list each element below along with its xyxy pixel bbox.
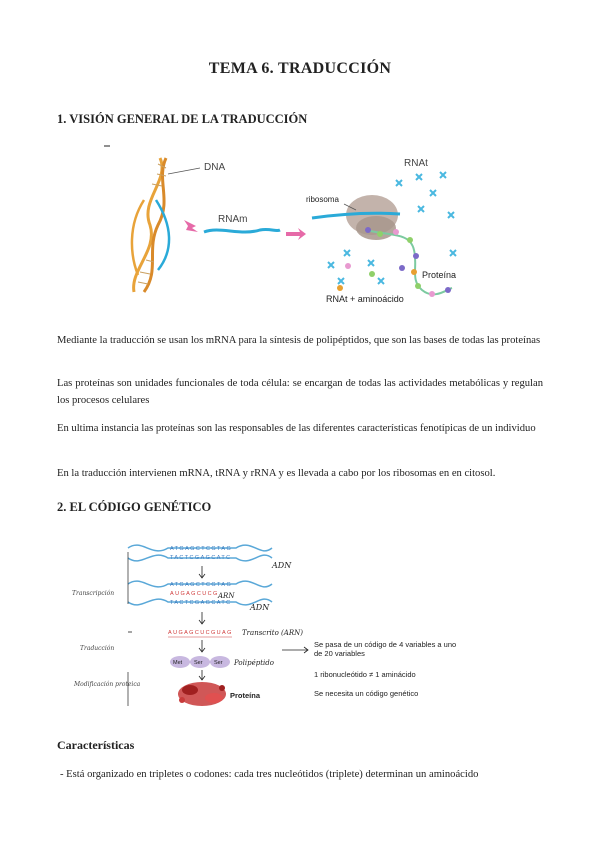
paragraph-1: Mediante la traducción se usan los mRNA para la síntesis de polipéptidos, que son las bases de todas las proteínas xyxy=(57,335,541,346)
proteina-label: Proteína xyxy=(422,270,457,280)
translation-overview-figure xyxy=(100,140,480,320)
rnam-label: RNAm xyxy=(218,214,248,225)
paragraph-3: En ultima instancia las proteínas son las responsables de las diferentes características fenotípicas de un individuo xyxy=(57,423,536,434)
rnat-label: RNAt xyxy=(404,158,428,169)
code-note-3: Se necesita un código genético xyxy=(314,689,419,698)
arn-label: ARN xyxy=(218,592,235,600)
dna-label: DNA xyxy=(204,162,226,173)
seq-top-1: ATGAGCTCGTAG xyxy=(170,546,233,552)
aa-2: Ser xyxy=(194,660,203,666)
code-note-2: 1 ribonucleótido ≠ 1 aminácido xyxy=(314,670,416,679)
caracteristicas-heading: Características xyxy=(57,738,135,752)
bullet-1: - Está organizado en tripletes o codones: cada tres nucleótidos (triplete) determinan un aminoácido xyxy=(60,769,479,780)
adn-label-2: ADN xyxy=(250,603,270,612)
adn-label-1: ADN xyxy=(272,561,292,570)
aa-1: Met xyxy=(173,660,183,666)
section-heading-2: 2. EL CÓDIGO GENÉTICO xyxy=(57,500,212,514)
left-modificacion: Modificación proteica xyxy=(74,681,141,688)
section-heading-1: 1. VISIÓN GENERAL DE LA TRADUCCIÓN xyxy=(57,112,308,126)
polipeptido-label: Polipéptido xyxy=(234,659,274,667)
aa-3: Ser xyxy=(214,660,223,666)
seq-mrna: AUGAGCUCGUAG xyxy=(168,630,233,636)
paragraph-4: En la traducción intervienen mRNA, tRNA y rRNA y es llevada a cabo por los ribosomas en en citosol. xyxy=(57,468,496,479)
left-traduccion: Traducción xyxy=(80,645,115,652)
dna-helix xyxy=(132,158,169,292)
protein-structure xyxy=(178,682,226,706)
seq-top-2: TACTCGAGCATC xyxy=(170,555,232,561)
mrna-strand xyxy=(204,229,280,232)
rnat-aa-label: RNAt + aminoácido xyxy=(326,294,404,304)
seq-mid-2: AUGAGCUCG xyxy=(170,591,219,597)
seq-mid-1: ATGAGCTCGTAG xyxy=(170,582,233,588)
paragraph-2: Las proteínas son unidades funcionales de toda célula: se encargan de todas las actividades metabólicas y regulan los procesos celulares xyxy=(57,378,543,406)
proteina-label-2: Proteína xyxy=(230,691,261,700)
code-note-1: Se pasa de un código de 4 variables a uno de 20 variables xyxy=(314,640,457,658)
left-transcripcion: Transcripción xyxy=(72,590,115,597)
ribosoma-label: ribosoma xyxy=(306,195,339,204)
page-title: TEMA 6. TRADUCCIÓN xyxy=(208,60,392,77)
transcrito-label: Transcrito (ARN) xyxy=(242,629,303,637)
seq-mid-3: TACTCGAGCATC xyxy=(170,600,232,606)
